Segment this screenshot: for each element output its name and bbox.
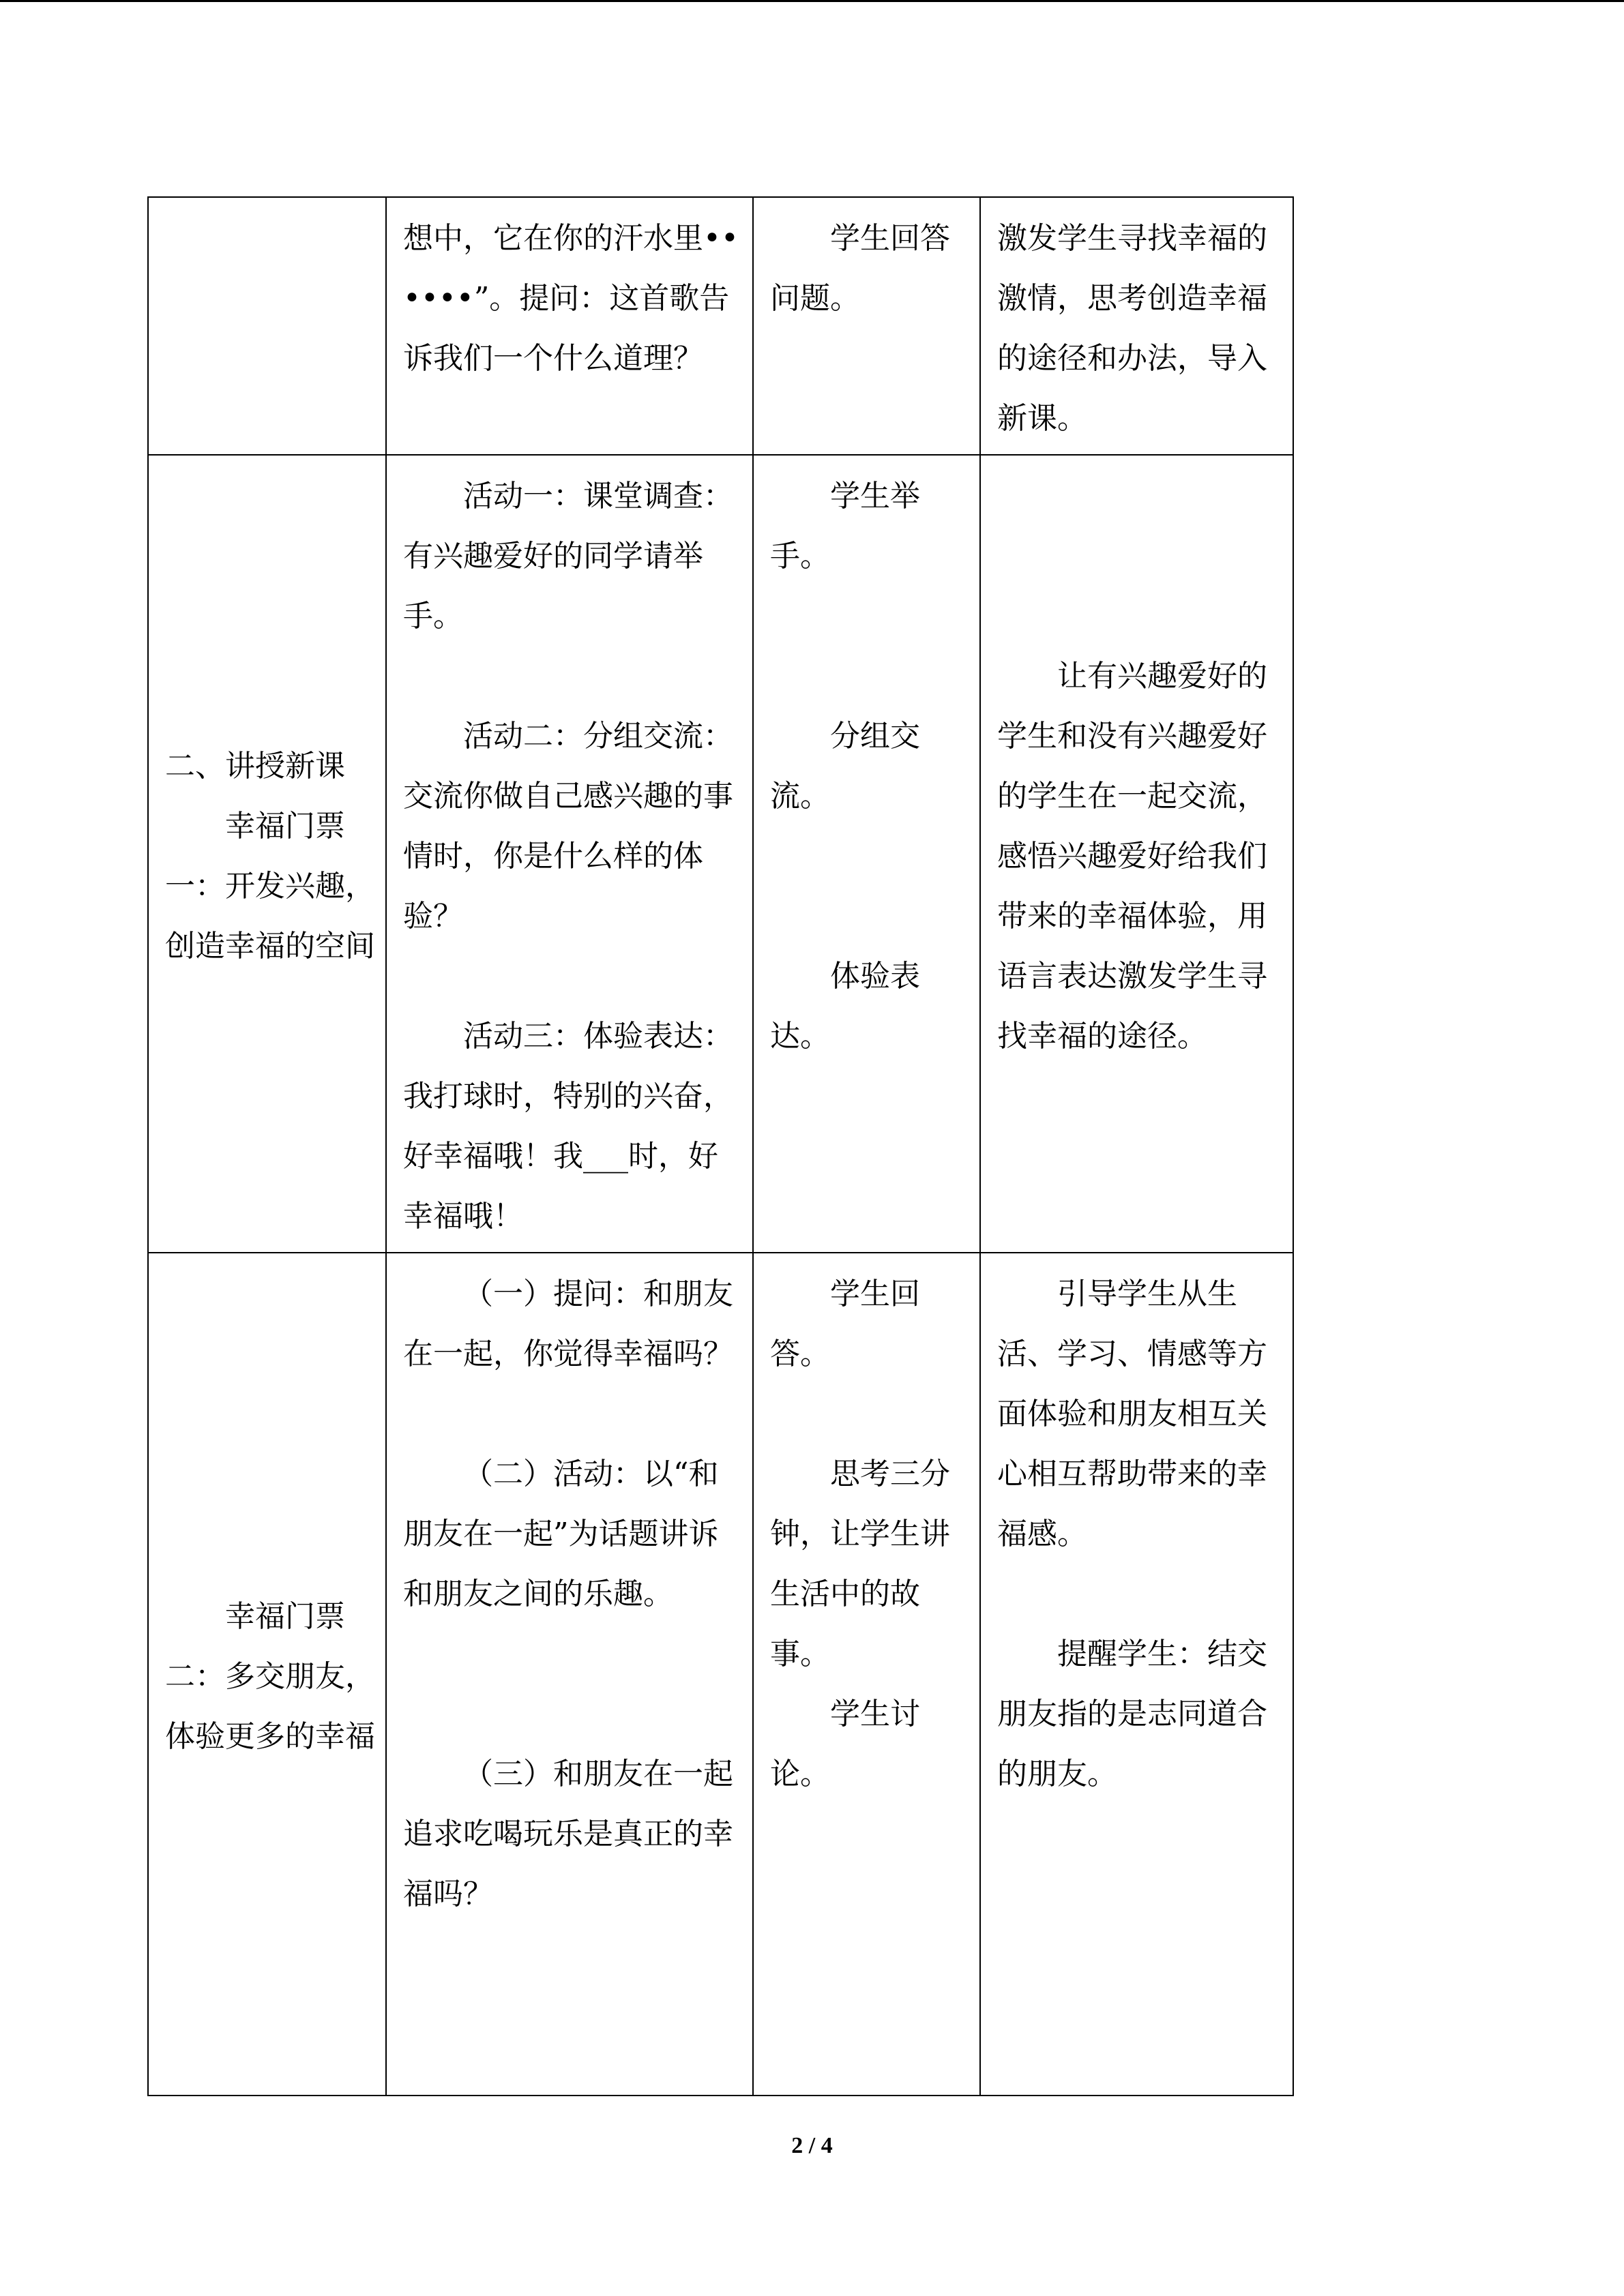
stage-subtitle: 幸福门票二：多交朋友，体验更多的幸福 bbox=[165, 1599, 375, 1754]
design-intent-cell bbox=[980, 455, 1293, 1253]
teacher-activity-text: 活动一：课堂调查：有兴趣爱好的同学请举手。 bbox=[403, 479, 733, 633]
student-activity-text: 分组交流。 bbox=[770, 719, 920, 814]
student-activity-text: 学生回答。 bbox=[770, 1277, 920, 1371]
student-activity-text: 学生回答问题。 bbox=[770, 221, 950, 316]
student-activity-text: 学生举手。 bbox=[770, 479, 920, 573]
table-row bbox=[148, 1253, 1293, 2096]
design-intent-text: 激发学生寻找幸福的激情，思考创造幸福的途径和办法，导入新课。 bbox=[997, 221, 1267, 436]
stage-subtitle: 幸福门票一：开发兴趣，创造幸福的空间 bbox=[165, 809, 375, 964]
top-border-line bbox=[0, 0, 1624, 2]
design-intent-text: 引导学生从生活、学习、情感等方面体验和朋友相互关心相互帮助带来的幸福感。 bbox=[997, 1277, 1267, 1551]
student-activity-text: 体验表达。 bbox=[770, 959, 920, 1054]
table-row bbox=[148, 197, 1293, 455]
stage-heading: 二、讲授新课 bbox=[165, 749, 345, 784]
page-number: 2 / 4 bbox=[791, 2133, 833, 2158]
teacher-activity-text: （一）提问：和朋友在一起，你觉得幸福吗？ bbox=[403, 1277, 733, 1371]
teacher-activity-text: （三）和朋友在一起追求吃喝玩乐是真正的幸福吗？ bbox=[403, 1757, 733, 1911]
teacher-activity-text: （二）活动：以“和朋友在一起”为话题讲诉和朋友之间的乐趣。 bbox=[403, 1457, 719, 1611]
stage-cell bbox=[148, 455, 386, 1253]
stage-cell bbox=[148, 197, 386, 455]
student-activity-cell bbox=[753, 1253, 980, 2096]
teacher-activity-cell bbox=[386, 1253, 753, 2096]
design-intent-text: 让有兴趣爱好的学生和没有兴趣爱好的学生在一起交流，感悟兴趣爱好给我们带来的幸福体验，用语言表达激发学生寻找幸福的途径。 bbox=[997, 659, 1267, 1054]
teacher-activity-text: 活动二：分组交流：交流你做自己感兴趣的事情时，你是什么样的体验？ bbox=[403, 719, 733, 934]
design-intent-text: 提醒学生：结交朋友指的是志同道合的朋友。 bbox=[997, 1637, 1267, 1791]
student-activity-text: 学生讨论。 bbox=[770, 1697, 920, 1791]
student-activity-cell bbox=[753, 197, 980, 455]
lesson-plan-table bbox=[147, 196, 1294, 2096]
design-intent-cell bbox=[980, 1253, 1293, 2096]
teacher-activity-cell bbox=[386, 455, 753, 1253]
student-activity-text: 思考三分钟，让学生讲生活中的故事。 bbox=[770, 1457, 950, 1671]
teacher-activity-text: 想中，它在你的汗水里••••••”。提问：这首歌告诉我们一个什么道理？ bbox=[403, 221, 739, 376]
design-intent-cell bbox=[980, 197, 1293, 455]
table-row bbox=[148, 455, 1293, 1253]
teacher-activity-cell bbox=[386, 197, 753, 455]
student-activity-cell bbox=[753, 455, 980, 1253]
stage-cell bbox=[148, 1253, 386, 2096]
teacher-activity-text: 活动三：体验表达：我打球时，特别的兴奋，好幸福哦！我___时，好幸福哦！ bbox=[403, 1019, 733, 1234]
